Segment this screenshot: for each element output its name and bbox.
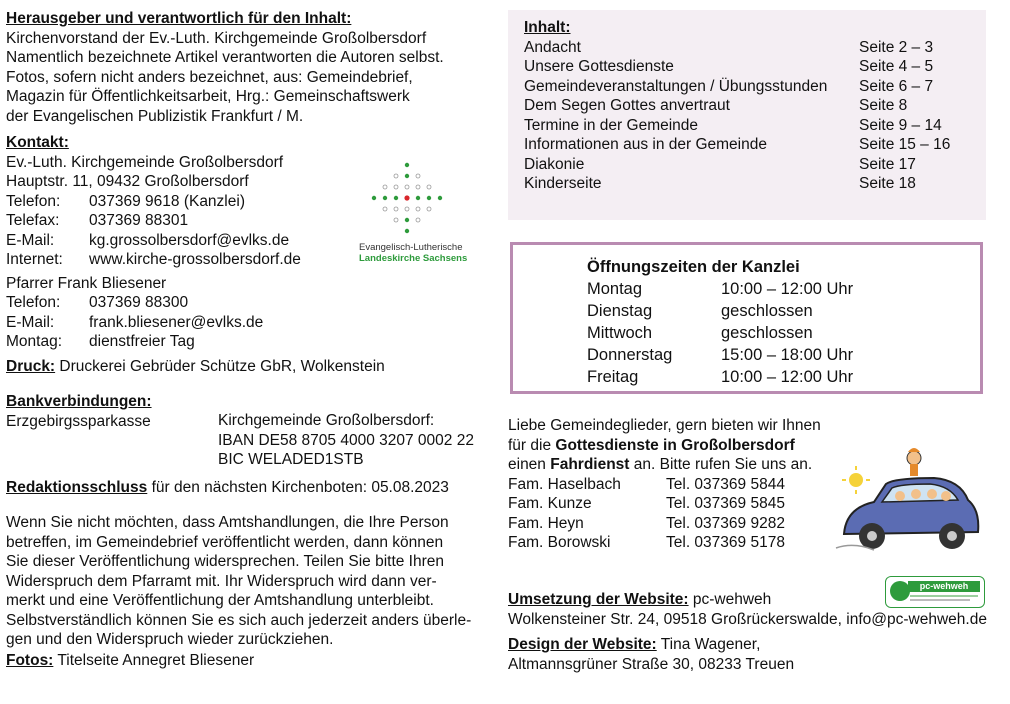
car-illustration (834, 444, 984, 564)
website-link[interactable]: www.kirche-grossolbersdorf.de (89, 251, 301, 268)
bank-section (6, 392, 152, 431)
bank-account-holder: Kirchgemeinde Großolbersdorf: (218, 412, 435, 429)
label: Telefon: (6, 192, 61, 210)
herausgeber-line: Namentlich bezeichnete Artikel verantworten die Autoren selbst. (6, 49, 444, 66)
fax-value: 037369 88301 (89, 212, 189, 229)
toc-title: Diakonie (524, 155, 585, 173)
herausgeber-line: der Evangelischen Publizistik Frankfurt / M. (6, 107, 304, 125)
toc-title: Dem Segen Gottes anvertraut (524, 97, 730, 114)
herausgeber-line: Magazin für Öffentlichkeitsarbeit, Hrg.: Gemeinschaftswerk (6, 88, 410, 105)
druck-label: Druck: (6, 358, 56, 375)
toc-title: Informationen aus in der Gemeinde (524, 136, 767, 153)
hours: 15:00 – 18:00 Uhr (721, 346, 854, 364)
bank-bic: BIC WELADED1STB (218, 451, 364, 468)
label: Montag: (6, 333, 63, 350)
fotos-label: Fotos: (6, 652, 54, 669)
kontakt-row (6, 231, 301, 251)
design-address: Altmannsgrüner Straße 30, 08233 Treuen (508, 655, 795, 673)
landeskirche-logo (356, 160, 466, 270)
toc-title: Unsere Gottesdienste (524, 58, 674, 75)
hours: 10:00 – 12:00 Uhr (721, 368, 854, 386)
day: Dienstag (587, 302, 653, 320)
email-link[interactable]: kg.grossolbersdorf@evlks.de (89, 231, 290, 249)
toc-item[interactable] (524, 38, 950, 58)
cross-dots-icon (356, 160, 466, 240)
toc-page: Seite 8 (859, 97, 908, 114)
family-name: Fam. Borowski (508, 534, 611, 551)
car-icon (834, 444, 984, 564)
kontakt-row (6, 211, 301, 231)
fotos-section (6, 651, 254, 671)
kontakt-row (6, 192, 301, 212)
fahrdienst-line: für die Gottesdienste in Großolbersdorf (508, 436, 795, 454)
kontakt-name: Ev.-Luth. Kirchgemeinde Großolbersdorf (6, 153, 284, 171)
pfarrer-row (6, 313, 301, 333)
toc-title: Andacht (524, 38, 581, 56)
family-name: Fam. Haselbach (508, 475, 621, 493)
design-label: Design der Website: (508, 636, 657, 653)
day: Freitag (587, 368, 639, 386)
herausgeber-heading: Herausgeber und verantwortlich für den Inhalt: (6, 10, 352, 27)
toc-title: Termine in der Gemeinde (524, 116, 699, 134)
redaktion-label: Redaktionsschluss (6, 479, 148, 496)
family-name: Fam. Heyn (508, 514, 584, 532)
toc-item[interactable] (524, 57, 950, 77)
kanzlei-heading: Öffnungszeiten der Kanzlei (587, 258, 800, 276)
family-row (508, 514, 821, 534)
widerspruch-line: gen und den Widerspruch wieder zurückziehen. (6, 631, 334, 648)
logo-text-1: Evangelisch-Lutherische (359, 242, 463, 253)
design-name: Tina Wagener, (656, 636, 761, 653)
toc-title: Kinderseite (524, 175, 602, 192)
day: Montag (587, 280, 643, 298)
umsetzung-address: Wolkensteiner Str. 24, 09518 Großrückerswalde, info@pc-wehweh.de (508, 610, 987, 628)
toc-page: Seite 15 – 16 (859, 136, 951, 153)
toc-page: Seite 4 – 5 (859, 58, 934, 75)
logo-text-2: Landeskirche Sachsens (359, 253, 468, 264)
druck-text: Druckerei Gebrüder Schütze GbR, Wolkenstein (55, 358, 385, 375)
fahrdienst-intro: Liebe Gemeindeglieder, gern bieten wir Ihnen (508, 417, 821, 434)
day-off-value: dienstfreier Tag (89, 333, 195, 350)
bank-iban: IBAN DE58 8705 4000 3207 0002 22 (218, 431, 474, 449)
family-phone: Tel. 037369 5844 (666, 475, 785, 493)
label: E-Mail: (6, 313, 55, 331)
toc-item[interactable] (524, 116, 950, 136)
widerspruch-line: Wenn Sie nicht möchten, dass Amtshandlungen, die Ihre Person (6, 514, 449, 531)
toc-page: Seite 2 – 3 (859, 38, 934, 56)
bank-details (218, 411, 474, 470)
toc-title: Gemeindeveranstaltungen / Übungsstunden (524, 77, 828, 95)
bank-name: Erzgebirgssparkasse (6, 412, 151, 430)
herausgeber-section (6, 9, 444, 126)
logo-text: pc-wehweh (908, 581, 980, 592)
label: E-Mail: (6, 231, 55, 249)
phone-value: 037369 88300 (89, 294, 189, 311)
email-link[interactable]: frank.bliesener@evlks.de (89, 313, 264, 331)
family-row (508, 494, 821, 514)
kanzlei-day-row (587, 366, 853, 388)
toc-item[interactable] (524, 174, 950, 194)
kanzlei-day-row (587, 278, 853, 300)
kontakt-heading: Kontakt: (6, 134, 69, 151)
widerspruch-section (6, 513, 471, 650)
inhalt-box (508, 10, 986, 220)
redaktion-section (6, 478, 449, 498)
label: Telefon: (6, 294, 61, 311)
kanzlei-day-row (587, 344, 853, 366)
family-row (508, 533, 821, 553)
family-row (508, 475, 821, 495)
umsetzung-name: pc-wehweh (688, 591, 772, 608)
hours: 10:00 – 12:00 Uhr (721, 280, 854, 298)
fahrdienst-line: einen Fahrdienst an. Bitte rufen Sie uns an. (508, 456, 813, 473)
family-phone: Tel. 037369 5178 (666, 534, 785, 551)
toc-page: Seite 17 (859, 155, 916, 173)
family-phone: Tel. 037369 9282 (666, 514, 785, 532)
label: Telefax: (6, 212, 60, 229)
toc-page: Seite 9 – 14 (859, 116, 942, 134)
pfarrer-row (6, 332, 301, 352)
toc-page: Seite 6 – 7 (859, 77, 934, 95)
bank-heading: Bankverbindungen: (6, 393, 152, 410)
hours: geschlossen (721, 324, 813, 342)
widerspruch-line: betreffen, im Gemeindebrief veröffentlicht werden, dann können (6, 533, 444, 551)
kontakt-section (6, 133, 301, 352)
kanzlei-day-row (587, 322, 853, 344)
widerspruch-line: Selbstverständlich können Sie es sich auch jederzeit anders überle- (6, 611, 472, 629)
pfarrer-row (6, 293, 301, 313)
family-phone: Tel. 037369 5845 (666, 495, 785, 512)
kanzlei-day-row (587, 300, 853, 322)
inhalt-heading: Inhalt: (524, 19, 571, 36)
toc-item[interactable] (524, 135, 950, 155)
fotos-text: Titelseite Annegret Bliesener (53, 652, 255, 669)
herausgeber-line: Fotos, sofern nicht anders bezeichnet, aus: Gemeindebrief, (6, 68, 413, 86)
toc-item[interactable] (524, 96, 950, 116)
label: Internet: (6, 251, 63, 268)
kontakt-address: Hauptstr. 11, 09432 Großolbersdorf (6, 173, 249, 190)
redaktion-text: für den nächsten Kirchenboten: 05.08.2023 (147, 479, 449, 496)
widerspruch-line: Widerspruch dem Pfarramt mit. Ihr Widerspruch wird dann ver- (6, 572, 437, 590)
kanzlei-box (510, 242, 983, 394)
phone-value: 037369 9618 (Kanzlei) (89, 192, 245, 210)
hours: geschlossen (721, 302, 813, 320)
family-name: Fam. Kunze (508, 495, 592, 512)
widerspruch-line: Sie dieser Veröffentlichung widersprechen. Teilen Sie bitte Ihren (6, 553, 445, 570)
day: Donnerstag (587, 346, 673, 364)
toc-item[interactable] (524, 77, 950, 97)
druck-section (6, 357, 385, 377)
umsetzung-label: Umsetzung der Website: (508, 591, 689, 608)
widerspruch-line: merkt und eine Veröffentlichung der Amtshandlung unterbleibt. (6, 592, 434, 609)
fahrdienst-section (508, 416, 821, 553)
website-section (508, 590, 987, 674)
pfarrer-name: Pfarrer Frank Bliesener (6, 274, 167, 292)
herausgeber-line: Kirchenvorstand der Ev.-Luth. Kirchgemeinde Großolbersdorf (6, 29, 427, 47)
toc-page: Seite 18 (859, 175, 916, 192)
kontakt-row (6, 250, 301, 270)
day: Mittwoch (587, 324, 653, 342)
toc-item[interactable] (524, 155, 950, 175)
